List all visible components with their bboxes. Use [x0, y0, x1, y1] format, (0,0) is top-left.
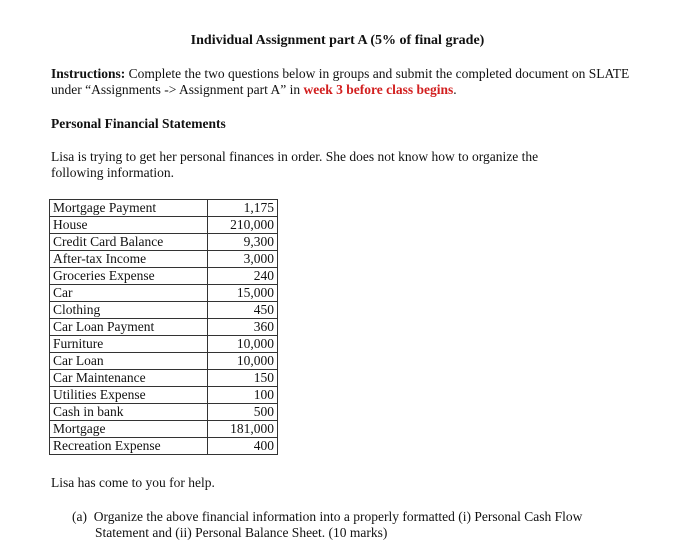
item-label: Mortgage	[50, 421, 208, 438]
table-row	[50, 421, 278, 438]
table-row	[50, 200, 278, 217]
document-title: Individual Assignment part A (5% of final grade)	[190, 33, 485, 48]
table-row	[50, 353, 278, 370]
item-value: 9,300	[208, 234, 278, 251]
financial-items-table	[49, 199, 278, 455]
question-marker: (a)	[72, 509, 87, 524]
item-label: Groceries Expense	[50, 268, 208, 285]
table-row	[50, 404, 278, 421]
question-text: Organize the above financial information into a properly formatted (i) Personal Cash Flow Statement and (ii) Personal Balance Sheet. (10 marks)	[93, 509, 583, 540]
table-row	[50, 302, 278, 319]
item-value: 400	[208, 438, 278, 455]
table-row	[50, 268, 278, 285]
item-label: Furniture	[50, 336, 208, 353]
item-label: House	[50, 217, 208, 234]
item-label: Car Maintenance	[50, 370, 208, 387]
item-label: Car Loan Payment	[50, 319, 208, 336]
instructions	[51, 66, 631, 98]
item-value: 450	[208, 302, 278, 319]
section-heading: Personal Financial Statements	[51, 116, 226, 131]
table-row	[50, 336, 278, 353]
item-value: 210,000	[208, 217, 278, 234]
item-value: 360	[208, 319, 278, 336]
table-row	[50, 387, 278, 404]
item-label: Cash in bank	[50, 404, 208, 421]
table-row	[50, 438, 278, 455]
item-label: Car Loan	[50, 353, 208, 370]
item-label: After-tax Income	[50, 251, 208, 268]
item-value: 10,000	[208, 353, 278, 370]
table-row	[50, 251, 278, 268]
item-label: Credit Card Balance	[50, 234, 208, 251]
help-text: Lisa has come to you for help.	[51, 475, 215, 490]
item-value: 100	[208, 387, 278, 404]
instructions-end: .	[453, 82, 457, 97]
item-value: 10,000	[208, 336, 278, 353]
question-a	[72, 509, 635, 541]
table-row	[50, 370, 278, 387]
item-label: Clothing	[50, 302, 208, 319]
item-value: 1,175	[208, 200, 278, 217]
table-row	[50, 217, 278, 234]
item-value: 500	[208, 404, 278, 421]
table-row	[50, 285, 278, 302]
item-value: 150	[208, 370, 278, 387]
deadline: week 3 before class begins	[303, 82, 454, 97]
instructions-label: Instructions:	[51, 66, 126, 81]
item-label: Mortgage Payment	[50, 200, 208, 217]
intro-paragraph: Lisa is trying to get her personal finances in order. She does not know how to organize the following information.	[51, 149, 539, 180]
instructions-text: Complete the two questions below in groups and submit the completed document on SLATE under “Assignments -> Assignment part A” in	[51, 66, 630, 97]
item-label: Car	[50, 285, 208, 302]
item-label: Utilities Expense	[50, 387, 208, 404]
item-label: Recreation Expense	[50, 438, 208, 455]
item-value: 240	[208, 268, 278, 285]
item-value: 15,000	[208, 285, 278, 302]
table-row	[50, 319, 278, 336]
item-value: 181,000	[208, 421, 278, 438]
table-row	[50, 234, 278, 251]
item-value: 3,000	[208, 251, 278, 268]
